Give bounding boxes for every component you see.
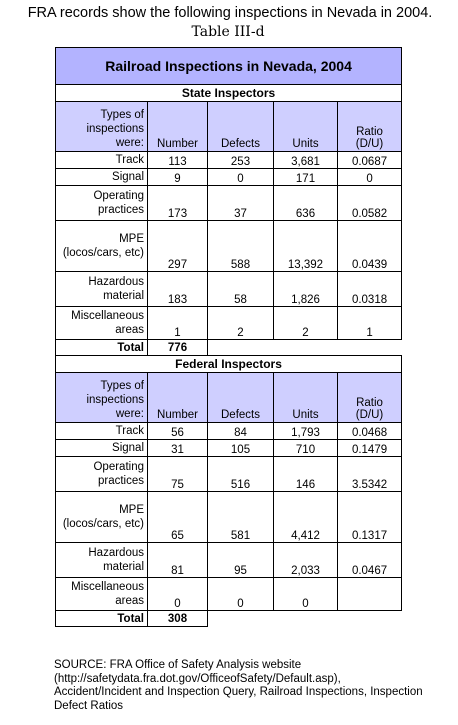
total-label: Total xyxy=(56,340,148,356)
row-number: 297 xyxy=(148,221,208,272)
section-heading-state: State Inspectors xyxy=(56,85,402,102)
table-row xyxy=(56,221,402,272)
row-units: 1,793 xyxy=(274,423,338,440)
row-ratio: 0.0468 xyxy=(338,423,402,440)
row-ratio: 0.0687 xyxy=(338,152,402,169)
table-row xyxy=(56,440,402,457)
row-number: 173 xyxy=(148,186,208,221)
table-row xyxy=(56,423,402,440)
row-number: 81 xyxy=(148,543,208,578)
table-caption: Table III-d xyxy=(191,24,265,40)
row-number: 113 xyxy=(148,152,208,169)
row-type: MPE (locos/cars, etc) xyxy=(56,221,148,272)
row-ratio: 0.0439 xyxy=(338,221,402,272)
row-ratio: 0 xyxy=(338,169,402,186)
table-row xyxy=(56,186,402,221)
row-type: Operating practices xyxy=(56,186,148,221)
total-blank xyxy=(208,611,402,627)
row-type: MPE (locos/cars, etc) xyxy=(56,492,148,543)
row-defects: 0 xyxy=(208,578,274,611)
column-header-units: Units xyxy=(274,102,338,152)
row-units: 146 xyxy=(274,457,338,492)
row-defects: 253 xyxy=(208,152,274,169)
row-ratio: 0.1479 xyxy=(338,440,402,457)
row-units: 636 xyxy=(274,186,338,221)
row-type: Miscellaneous areas xyxy=(56,578,148,611)
row-number: 65 xyxy=(148,492,208,543)
row-ratio xyxy=(338,578,402,611)
row-type: Miscellaneous areas xyxy=(56,307,148,340)
column-header-row xyxy=(56,102,402,152)
column-header-types: Types of inspections were: xyxy=(56,102,148,152)
row-number: 56 xyxy=(148,423,208,440)
row-number: 9 xyxy=(148,169,208,186)
row-units: 171 xyxy=(274,169,338,186)
column-header-ratio: Ratio (D/U) xyxy=(338,373,402,423)
row-units: 2 xyxy=(274,307,338,340)
table-row xyxy=(56,578,402,611)
row-ratio: 1 xyxy=(338,307,402,340)
row-number: 1 xyxy=(148,307,208,340)
row-number: 0 xyxy=(148,578,208,611)
row-ratio: 0.1317 xyxy=(338,492,402,543)
table-row xyxy=(56,457,402,492)
row-units: 2,033 xyxy=(274,543,338,578)
row-ratio: 0.0582 xyxy=(338,186,402,221)
row-units: 710 xyxy=(274,440,338,457)
row-defects: 588 xyxy=(208,221,274,272)
table-row xyxy=(56,307,402,340)
column-header-number: Number xyxy=(148,102,208,152)
row-defects: 105 xyxy=(208,440,274,457)
column-header-units: Units xyxy=(274,373,338,423)
row-type: Signal xyxy=(56,440,148,457)
row-type: Track xyxy=(56,152,148,169)
table-row xyxy=(56,169,402,186)
column-header-defects: Defects xyxy=(208,102,274,152)
row-units: 1,826 xyxy=(274,272,338,307)
source-note: SOURCE: FRA Office of Safety Analysis website (http://safetydata.fra.dot.gov/OfficeofSafety/Default.asp), Accident/Incident and Inspection Query, Railroad Inspections, Inspection Defect Ratios xyxy=(54,659,423,712)
row-units: 0 xyxy=(274,578,338,611)
row-defects: 581 xyxy=(208,492,274,543)
total-blank xyxy=(208,340,402,356)
total-row xyxy=(56,611,402,627)
total-label: Total xyxy=(56,611,148,627)
row-type: Hazardous material xyxy=(56,543,148,578)
column-header-number: Number xyxy=(148,373,208,423)
intro-text: FRA records show the following inspections in Nevada in 2004. xyxy=(27,5,433,21)
row-ratio: 3.5342 xyxy=(338,457,402,492)
column-header-defects: Defects xyxy=(208,373,274,423)
row-defects: 58 xyxy=(208,272,274,307)
row-ratio: 0.0467 xyxy=(338,543,402,578)
row-units: 13,392 xyxy=(274,221,338,272)
row-defects: 37 xyxy=(208,186,274,221)
row-type: Hazardous material xyxy=(56,272,148,307)
row-defects: 0 xyxy=(208,169,274,186)
row-defects: 516 xyxy=(208,457,274,492)
row-defects: 95 xyxy=(208,543,274,578)
table-row xyxy=(56,543,402,578)
row-defects: 84 xyxy=(208,423,274,440)
row-units: 4,412 xyxy=(274,492,338,543)
total-value: 776 xyxy=(148,340,208,356)
column-header-ratio: Ratio (D/U) xyxy=(338,102,402,152)
row-number: 183 xyxy=(148,272,208,307)
total-row xyxy=(56,340,402,356)
inspections-table xyxy=(55,47,402,627)
row-defects: 2 xyxy=(208,307,274,340)
row-type: Signal xyxy=(56,169,148,186)
row-ratio: 0.0318 xyxy=(338,272,402,307)
row-type: Operating practices xyxy=(56,457,148,492)
column-header-types: Types of inspections were: xyxy=(56,373,148,423)
row-type: Track xyxy=(56,423,148,440)
row-number: 75 xyxy=(148,457,208,492)
table-row xyxy=(56,492,402,543)
row-number: 31 xyxy=(148,440,208,457)
total-value: 308 xyxy=(148,611,208,627)
table-title: Railroad Inspections in Nevada, 2004 xyxy=(56,48,402,85)
row-units: 3,681 xyxy=(274,152,338,169)
table-row xyxy=(56,152,402,169)
column-header-row xyxy=(56,373,402,423)
table-row xyxy=(56,272,402,307)
section-heading-federal: Federal Inspectors xyxy=(56,356,402,373)
